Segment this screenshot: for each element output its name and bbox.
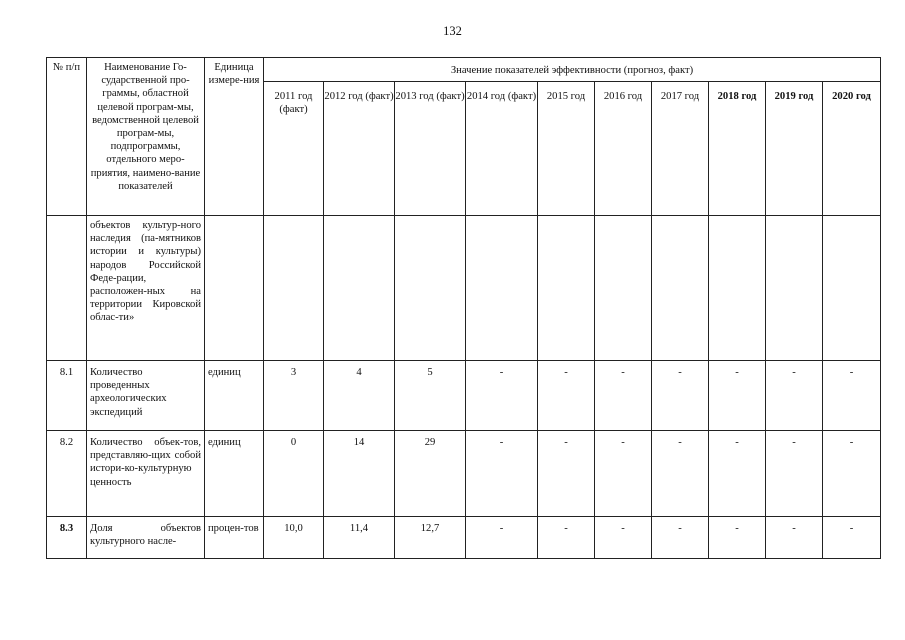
value-2018: - — [709, 361, 766, 431]
row-unit: процен-тов — [205, 517, 264, 559]
value-2019: - — [766, 361, 823, 431]
value-2016: - — [595, 517, 652, 559]
value-2011: 10,0 — [264, 517, 324, 559]
continuation-value-cell — [264, 216, 324, 361]
performance-indicators-table — [46, 57, 881, 559]
value-2019: - — [766, 517, 823, 559]
value-2012: 14 — [324, 431, 395, 517]
header-year-2013: 2013 год (факт) — [395, 82, 466, 216]
header-values-group: Значение показателей эффективности (прогноз, факт) — [264, 58, 881, 82]
continuation-value-cell — [395, 216, 466, 361]
value-2012: 11,4 — [324, 517, 395, 559]
value-2013: 12,7 — [395, 517, 466, 559]
row-unit: единиц — [205, 431, 264, 517]
row-number: 8.1 — [47, 361, 87, 431]
continuation-number-cell — [47, 216, 87, 361]
header-year-2020: 2020 год — [823, 82, 881, 216]
value-2013: 29 — [395, 431, 466, 517]
header-year-2015: 2015 год — [538, 82, 595, 216]
continuation-unit-cell — [205, 216, 264, 361]
value-2014: - — [466, 431, 538, 517]
continuation-value-cell — [766, 216, 823, 361]
value-2013: 5 — [395, 361, 466, 431]
continuation-value-cell — [324, 216, 395, 361]
value-2015: - — [538, 431, 595, 517]
value-2014: - — [466, 361, 538, 431]
row-number: 8.2 — [47, 431, 87, 517]
continuation-value-cell — [709, 216, 766, 361]
header-year-2016: 2016 год — [595, 82, 652, 216]
continuation-value-cell — [823, 216, 881, 361]
continuation-value-cell — [652, 216, 709, 361]
value-2017: - — [652, 361, 709, 431]
header-year-2011: 2011 год (факт) — [264, 82, 324, 216]
row-indicator-name: Доля объектов культурного насле- — [87, 517, 205, 559]
value-2016: - — [595, 361, 652, 431]
value-2017: - — [652, 517, 709, 559]
page-number: 132 — [443, 24, 462, 38]
continuation-name-text: объектов культур-ного наследия (па-мятников истории и культуры) народов Российской Феде-рации, расположен-ных на территории Кировской облас-ти» — [87, 216, 205, 361]
header-year-2018: 2018 год — [709, 82, 766, 216]
value-2018: - — [709, 431, 766, 517]
row-unit: единиц — [205, 361, 264, 431]
value-2019: - — [766, 431, 823, 517]
value-2014: - — [466, 517, 538, 559]
value-2020: - — [823, 431, 881, 517]
value-2018: - — [709, 517, 766, 559]
row-number: 8.3 — [47, 517, 87, 559]
header-unit: Единица измере-ния — [205, 58, 264, 216]
header-year-2012: 2012 год (факт) — [324, 82, 395, 216]
value-2017: - — [652, 431, 709, 517]
header-indicator-name: Наименование Го-сударственной про-граммы, областной целевой програм-мы, ведомственной целевой програм-мы, подпрограммы, отдельного меро-приятия, наимено-вание показателей — [87, 58, 205, 216]
value-2012: 4 — [324, 361, 395, 431]
header-year-2017: 2017 год — [652, 82, 709, 216]
value-2020: - — [823, 517, 881, 559]
table-row — [47, 361, 881, 431]
value-2011: 0 — [264, 431, 324, 517]
row-indicator-name: Количество проведенных археологических экспедиций — [87, 361, 205, 431]
continuation-value-cell — [466, 216, 538, 361]
continuation-value-cell — [538, 216, 595, 361]
continuation-row — [47, 216, 881, 361]
value-2020: - — [823, 361, 881, 431]
value-2011: 3 — [264, 361, 324, 431]
continuation-value-cell — [595, 216, 652, 361]
value-2015: - — [538, 361, 595, 431]
row-indicator-name: Количество объек-тов, представляю-щих собой истори-ко-культурную ценность — [87, 431, 205, 517]
header-row-top — [47, 58, 881, 82]
header-number: № п/п — [47, 58, 87, 216]
header-year-2019: 2019 год — [766, 82, 823, 216]
header-year-2014: 2014 год (факт) — [466, 82, 538, 216]
value-2016: - — [595, 431, 652, 517]
value-2015: - — [538, 517, 595, 559]
table-row — [47, 517, 881, 559]
table-row — [47, 431, 881, 517]
